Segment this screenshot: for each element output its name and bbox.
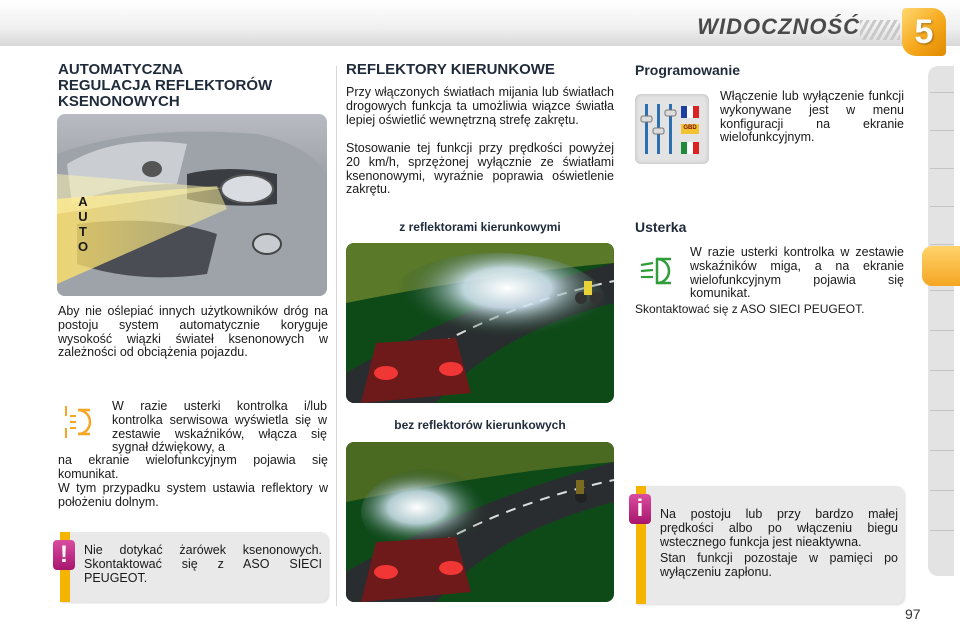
chapter-tab-active[interactable] bbox=[922, 246, 960, 286]
section-heading-directional: REFLEKTORY KIERUNKOWE bbox=[346, 61, 555, 78]
directional-description-2: Stosowanie tej funkcji przy prędkości powyżej 20 km/h, sprzężonej wyłącznie ze światłami ksenonowymi, wyraźnie poprawia oświetlenie zakrętu. bbox=[346, 141, 614, 197]
tab-divider bbox=[930, 530, 954, 531]
chapter-number-badge: 5 bbox=[902, 8, 946, 56]
road-image-with-directional bbox=[346, 243, 614, 403]
tab-divider bbox=[930, 410, 954, 411]
auto-leveling-description: Aby nie oślepiać innych użytkowników dróg na postoju system automatycznie koryguje wysokość wiązki świateł ksenonowych w zależności od obciążenia pojazdu. bbox=[58, 304, 328, 360]
directional-description-1: Przy włączonych światłach mijania lub światłach drogowych funkcja ta umożliwia wiązce światła lepiej oświetlić wewnętrzną strefę zakrętu. bbox=[346, 85, 614, 127]
info-note-text-1: Na postoju lub przy bardzo małej prędkości albo po włączeniu biegu wstecznego funkcja jest nieaktywna. bbox=[660, 507, 898, 549]
flag-label: GBD bbox=[683, 125, 697, 131]
night-road-without-directional bbox=[346, 442, 614, 602]
header-decoration bbox=[860, 20, 900, 40]
page-number: 97 bbox=[905, 606, 921, 622]
directional-headlight-fault-icon bbox=[637, 256, 679, 286]
chapter-tab-strip bbox=[928, 66, 954, 576]
road-image-without-directional bbox=[346, 442, 614, 602]
tab-divider bbox=[930, 290, 954, 291]
tab-divider bbox=[930, 130, 954, 131]
xenon-fault-text: W razie usterki kontrolka i/lub kontrolka serwisowa wyświetla się w zestawie wskaźników, włącza się sygnał dźwiękowy, a bbox=[112, 399, 327, 455]
fault-text: W razie usterki kontrolka w zestawie wskaźników miga, a na ekranie wielofunkcyjnym pojawia się komunikat. bbox=[690, 245, 904, 301]
info-note bbox=[636, 486, 904, 604]
car-front-image bbox=[57, 114, 327, 296]
tab-divider bbox=[930, 206, 954, 207]
night-road-with-directional bbox=[346, 243, 614, 403]
tab-divider bbox=[930, 168, 954, 169]
xenon-fault-warning-icon bbox=[62, 404, 102, 440]
programming-text: Włączenie lub wyłączenie funkcji wykonywane jest w menu konfiguracji na ekranie wielofunkcyjnym. bbox=[720, 89, 904, 145]
auto-arrow-label: AUTO bbox=[77, 194, 89, 254]
programming-heading: Programowanie bbox=[635, 62, 741, 78]
xenon-fault-position: W tym przypadku system ustawia reflektory w położeniu dolnym. bbox=[58, 481, 328, 509]
xenon-warning-note bbox=[60, 532, 328, 602]
tab-divider bbox=[930, 92, 954, 93]
settings-menu-icon bbox=[635, 94, 709, 164]
column-divider bbox=[336, 66, 337, 606]
xenon-fault-text-cont: na ekranie wielofunkcyjnym pojawia się komunikat. bbox=[58, 453, 328, 481]
tab-divider bbox=[930, 244, 954, 245]
fault-heading: Usterka bbox=[635, 219, 687, 235]
fault-contact-text: Skontaktować się z ASO SIECI PEUGEOT. bbox=[635, 302, 865, 316]
chapter-title: WIDOCZNOŚĆ bbox=[697, 14, 860, 39]
info-note-text-2: Stan funkcji pozostaje w pamięci po wyłączeniu zapłonu. bbox=[660, 551, 898, 579]
tab-divider bbox=[930, 330, 954, 331]
info-icon: i bbox=[629, 494, 651, 524]
tab-divider bbox=[930, 490, 954, 491]
tab-divider bbox=[930, 450, 954, 451]
section-heading-auto-leveling: AUTOMATYCZNA REGULACJA REFLEKTORÓW KSENONOWYCH bbox=[58, 61, 273, 110]
xenon-warning-text: Nie dotykać żarówek ksenonowych. Skontaktować się z ASO SIECI PEUGEOT. bbox=[84, 543, 322, 585]
car-headlight-illustration bbox=[57, 114, 327, 296]
tab-divider bbox=[930, 370, 954, 371]
warning-exclamation-icon: ! bbox=[53, 540, 75, 570]
caption-without-directional: bez reflektorów kierunkowych bbox=[394, 418, 566, 432]
caption-with-directional: z reflektorami kierunkowymi bbox=[399, 220, 561, 234]
